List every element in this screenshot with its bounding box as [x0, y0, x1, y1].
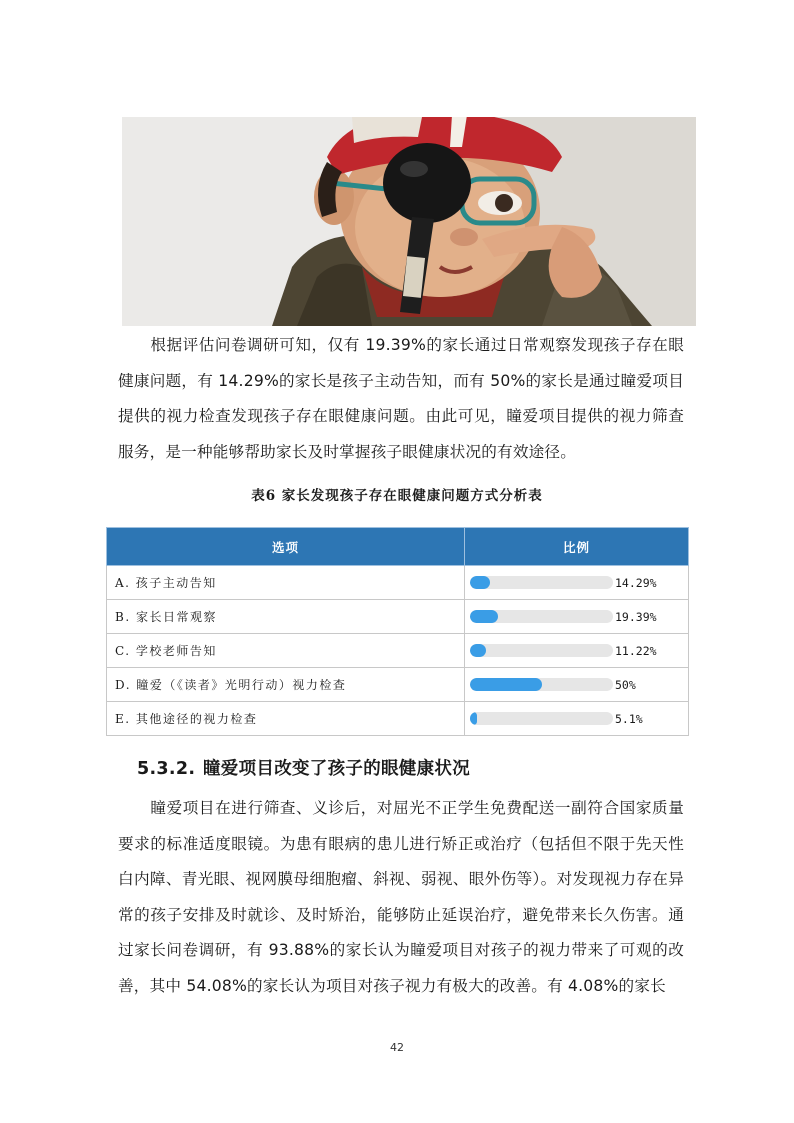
ratio-percent: 50% — [615, 677, 636, 692]
ratio-bar-track — [470, 644, 613, 657]
row-option-label: C. 学校老师告知 — [107, 634, 465, 668]
table-row — [107, 668, 689, 702]
header-ratio: 比例 — [465, 528, 689, 566]
table-caption: 表6 家长发现孩子存在眼健康问题方式分析表 — [251, 488, 543, 504]
ratio-bar-track — [470, 610, 613, 623]
ratio-percent: 19.39% — [615, 609, 657, 624]
child-eye-occluder-photo-icon — [122, 117, 696, 326]
section-title: 瞳爱项目改变了孩子的眼健康状况 — [203, 759, 470, 779]
table-row — [107, 566, 689, 600]
section-heading — [137, 755, 470, 780]
row-option-label: B. 家长日常观察 — [107, 600, 465, 634]
table-row — [107, 702, 689, 736]
child-eye-test-photo — [122, 117, 696, 326]
table-row — [107, 600, 689, 634]
ratio-bar — [470, 610, 498, 623]
ratio-bar-track — [470, 678, 613, 691]
ratio-bar-track — [470, 712, 613, 725]
parent-discovery-table — [106, 527, 689, 736]
body-paragraph: 瞳爱项目在进行筛查、义诊后，对屈光不正学生免费配送一副符合国家质量要求的标准适度眼镜。为患有眼病的患儿进行矫正或治疗（包括但不限于先天性白内障、青光眼、视网膜母细胞瘤、斜视、弱视、眼外伤等）。对发现视力存在异常的孩子安排及时就诊、及时矫治，能够防止延误治疗，避免带来长久伤害。通过家长问卷调研，有 93.88%的家长认为瞳爱项目对孩子的视力带来了可观的改善，其中 54.08%的家长认为项目对孩子视力有极大的改善。有 4.08%的家长 — [118, 799, 684, 995]
row-option-label: E. 其他途径的视力检查 — [107, 702, 465, 736]
table-header-row — [107, 528, 689, 566]
row-option-label: D. 瞳爱（《读者》光明行动）视力检查 — [107, 668, 465, 702]
header-option: 选项 — [107, 528, 465, 566]
intro-paragraph: 根据评估问卷调研可知，仅有 19.39%的家长通过日常观察发现孩子存在眼健康问题，有 14.29%的家长是孩子主动告知，而有 50%的家长是通过瞳爱项目提供的视力检查发现孩子存在眼健康问题。由此可见，瞳爱项目提供的视力筛查服务，是一种能够帮助家长及时掌握孩子眼健康状况的有效途径。 — [118, 336, 684, 461]
ratio-percent: 5.1% — [615, 711, 643, 726]
table-row — [107, 634, 689, 668]
ratio-bar — [470, 644, 486, 657]
ratio-bar — [470, 576, 490, 589]
ratio-bar — [470, 678, 542, 691]
ratio-percent: 11.22% — [615, 643, 657, 658]
row-option-label: A. 孩子主动告知 — [107, 566, 465, 600]
page-number: 42 — [390, 1041, 404, 1054]
section-number: 5.3.2. — [137, 759, 196, 779]
ratio-bar — [470, 712, 477, 725]
ratio-bar-track — [470, 576, 613, 589]
ratio-percent: 14.29% — [615, 575, 657, 590]
